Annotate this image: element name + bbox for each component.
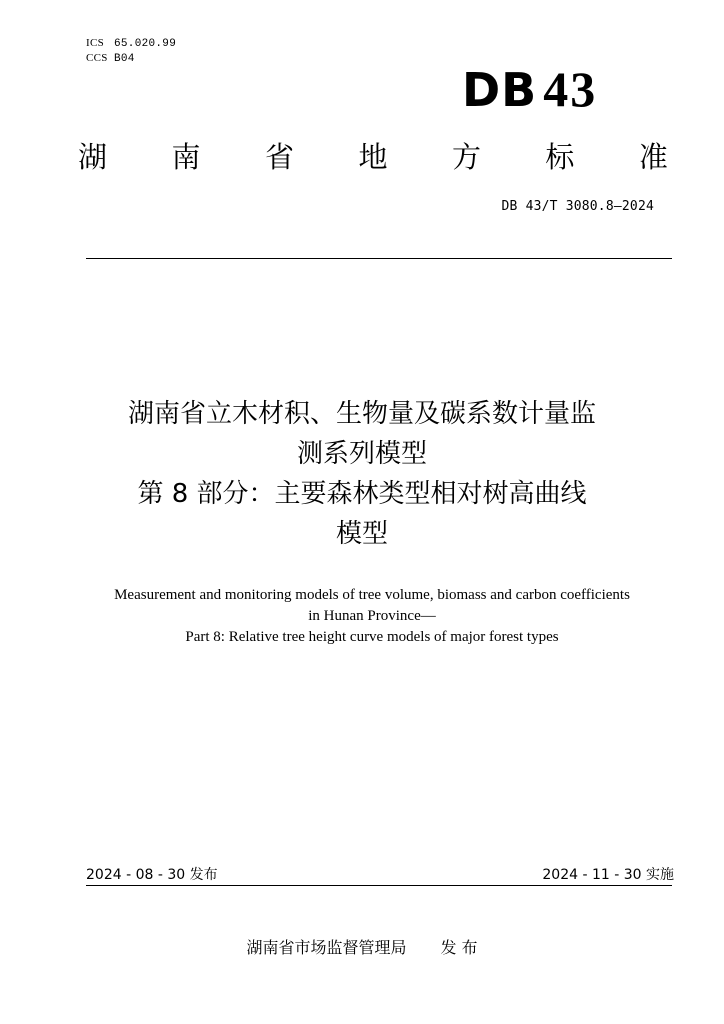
bottom-divider: [86, 885, 672, 886]
ics-value: 65.020.99: [114, 38, 177, 50]
standard-type-char: 湖: [78, 140, 108, 174]
standard-type-char: 标: [545, 140, 575, 174]
standard-mark: [462, 60, 597, 118]
chinese-title-line: 测系列模型: [296, 439, 427, 469]
chinese-title: [60, 394, 664, 554]
issuer-action: 发 布: [440, 938, 478, 957]
standard-type-char: 准: [638, 140, 668, 174]
ccs-label: CCS: [86, 52, 108, 64]
standard-mark-prefix: DB: [462, 63, 538, 117]
chinese-title-line: 模型: [335, 519, 388, 549]
standard-type-char: 方: [451, 140, 481, 174]
implement-date: 2024 - 11 - 30 实施: [542, 867, 674, 883]
classification-codes: [86, 36, 176, 66]
chinese-title-line: 湖南省立木材积、生物量及碳系数计量监: [127, 399, 596, 429]
standard-type-char: 省: [264, 140, 294, 174]
standard-mark-number: 43: [543, 61, 598, 117]
ccs-code: [86, 51, 176, 66]
publish-date: 2024 - 08 - 30 发布: [86, 867, 218, 883]
ics-label: ICS: [86, 37, 105, 49]
ccs-value: B04: [114, 53, 135, 65]
issuer-name: 湖南省市场监督管理局: [246, 938, 407, 957]
standard-type-heading: [78, 135, 668, 176]
standard-number: DB 43/T 3080.8—2024: [501, 199, 654, 214]
standard-type-char: 南: [171, 140, 201, 174]
english-title-line: Part 8: Relative tree height curve models of major forest types: [185, 629, 559, 645]
chinese-title-line: 第 8 部分：主要森林类型相对树高曲线: [137, 479, 587, 509]
ics-code: [86, 36, 176, 51]
top-divider: [86, 258, 672, 259]
english-title-line: Measurement and monitoring models of tree volume, biomass and carbon coefficients: [114, 587, 630, 603]
standard-type-char: 地: [358, 140, 388, 174]
english-title: [60, 585, 684, 648]
english-title-line: in Hunan Province—: [308, 608, 436, 624]
issuer: [0, 935, 724, 958]
